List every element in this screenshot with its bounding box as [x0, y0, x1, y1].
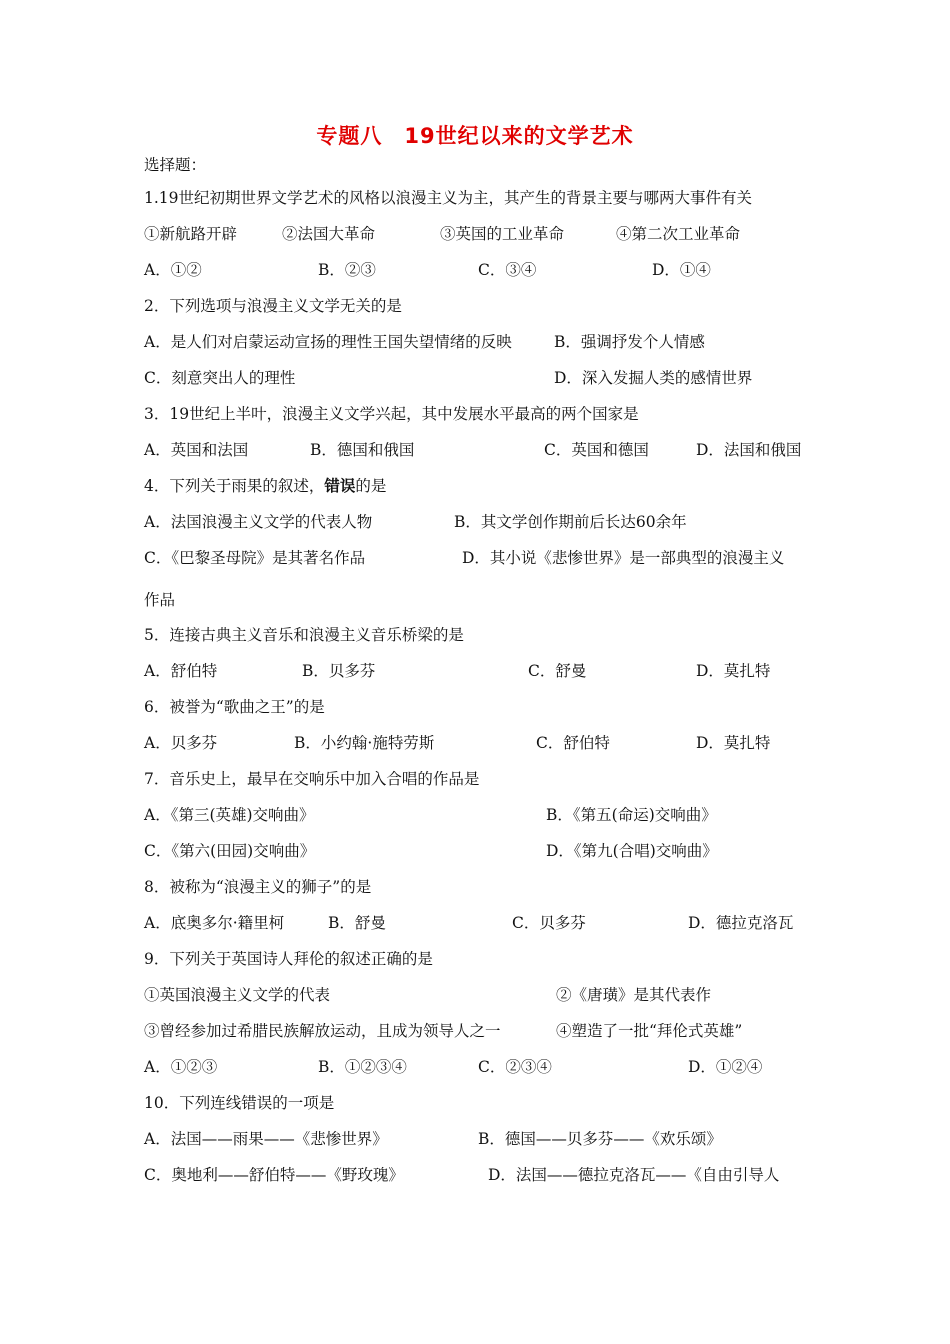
q3-option-b: B．德国和俄国 [310, 441, 415, 459]
q6-option-d: D．莫扎特 [696, 734, 771, 752]
q4-option-c: C．《巴黎圣母院》是其著名作品 [144, 549, 366, 567]
q4-option-d: D．其小说《悲惨世界》是一部典型的浪漫主义 [462, 549, 785, 567]
question-4-continuation: 作品 [144, 591, 176, 609]
question-6-stem: 6．被誉为“歌曲之王”的是 [144, 698, 325, 716]
q7-option-a: A．《第三(英雄)交响曲》 [144, 806, 315, 824]
question-4-stem [144, 474, 386, 498]
q6-option-c: C．舒伯特 [536, 734, 610, 752]
page-title: 专题八 19世纪以来的文学艺术 [316, 124, 634, 148]
q3-option-a: A．英国和法国 [144, 441, 249, 459]
q8-option-c: C．贝多芬 [512, 914, 586, 932]
q10-option-d: D．法国——德拉克洛瓦——《自由引导人 [488, 1166, 780, 1184]
q5-option-d: D．莫扎特 [696, 662, 771, 680]
q2-option-b: B．强调抒发个人情感 [554, 333, 705, 351]
q7-option-d: D．《第九(合唱)交响曲》 [546, 842, 718, 860]
q4-option-a: A．法国浪漫主义文学的代表人物 [144, 513, 373, 531]
q4-option-b: B．其文学创作期前后长达60余年 [454, 513, 687, 531]
q3-option-c: C．英国和德国 [544, 441, 649, 459]
q1-option-d: D．①④ [652, 261, 711, 279]
q7-option-c: C．《第六(田园)交响曲》 [144, 842, 316, 860]
q1-item-3: ③英国的工业革命 [440, 225, 565, 243]
q2-option-c: C．刻意突出人的理性 [144, 369, 296, 387]
q1-option-b: B．②③ [318, 261, 376, 279]
q2-option-a: A．是人们对启蒙运动宣扬的理性王国失望情绪的反映 [144, 333, 512, 351]
q1-item-2: ②法国大革命 [282, 225, 376, 243]
q9-option-c: C．②③④ [478, 1058, 552, 1076]
q9-option-b: B．①②③④ [318, 1058, 407, 1076]
q9-item-3: ③曾经参加过希腊民族解放运动，且成为领导人之一 [144, 1022, 501, 1040]
q6-option-a: A．贝多芬 [144, 734, 218, 752]
q8-option-d: D．德拉克洛瓦 [688, 914, 794, 932]
q6-option-b: B．小约翰·施特劳斯 [294, 734, 435, 752]
question-5-stem: 5．连接古典主义音乐和浪漫主义音乐桥梁的是 [144, 626, 464, 644]
q10-option-c: C．奥地利——舒伯特——《野玫瑰》 [144, 1166, 404, 1184]
q8-option-a: A．底奥多尔·籍里柯 [144, 914, 285, 932]
q4-stem-emphasis: 错误 [324, 476, 356, 495]
question-8-stem: 8．被称为“浪漫主义的狮子”的是 [144, 878, 372, 896]
q9-item-1: ①英国浪漫主义文学的代表 [144, 986, 331, 1004]
q1-option-c: C．③④ [478, 261, 537, 279]
q5-option-b: B．贝多芬 [302, 662, 376, 680]
q9-option-a: A．①②③ [144, 1058, 218, 1076]
q10-option-a: A．法国——雨果——《悲惨世界》 [144, 1130, 388, 1148]
q5-option-a: A．舒伯特 [144, 662, 218, 680]
question-10-stem: 10．下列连线错误的一项是 [144, 1094, 335, 1112]
q1-item-1: ①新航路开辟 [144, 225, 238, 243]
question-9-stem: 9．下列关于英国诗人拜伦的叙述正确的是 [144, 950, 433, 968]
q1-item-4: ④第二次工业革命 [616, 225, 741, 243]
q5-option-c: C．舒曼 [528, 662, 587, 680]
q9-item-4: ④塑造了一批“拜伦式英雄” [556, 1022, 743, 1040]
section-heading: 选择题： [144, 156, 207, 174]
question-2-stem: 2．下列选项与浪漫主义文学无关的是 [144, 297, 402, 315]
q4-stem-prefix: 4．下列关于雨果的叙述， [144, 477, 325, 495]
q1-option-a: A．①② [144, 261, 202, 279]
q9-item-2: ②《唐璜》是其代表作 [556, 986, 712, 1004]
q8-option-b: B．舒曼 [328, 914, 386, 932]
q2-option-d: D．深入发掘人类的感情世界 [554, 369, 753, 387]
question-3-stem: 3．19世纪上半叶，浪漫主义文学兴起，其中发展水平最高的两个国家是 [144, 405, 639, 423]
q4-stem-suffix: 的是 [355, 477, 387, 495]
q10-option-b: B．德国——贝多芬——《欢乐颂》 [478, 1130, 722, 1148]
question-1-stem: 1.19世纪初期世界文学艺术的风格以浪漫主义为主，其产生的背景主要与哪两大事件有关 [144, 189, 753, 207]
q9-option-d: D．①②④ [688, 1058, 763, 1076]
q3-option-d: D．法国和俄国 [696, 441, 802, 459]
q7-option-b: B．《第五(命运)交响曲》 [546, 806, 717, 824]
question-7-stem: 7．音乐史上，最早在交响乐中加入合唱的作品是 [144, 770, 480, 788]
